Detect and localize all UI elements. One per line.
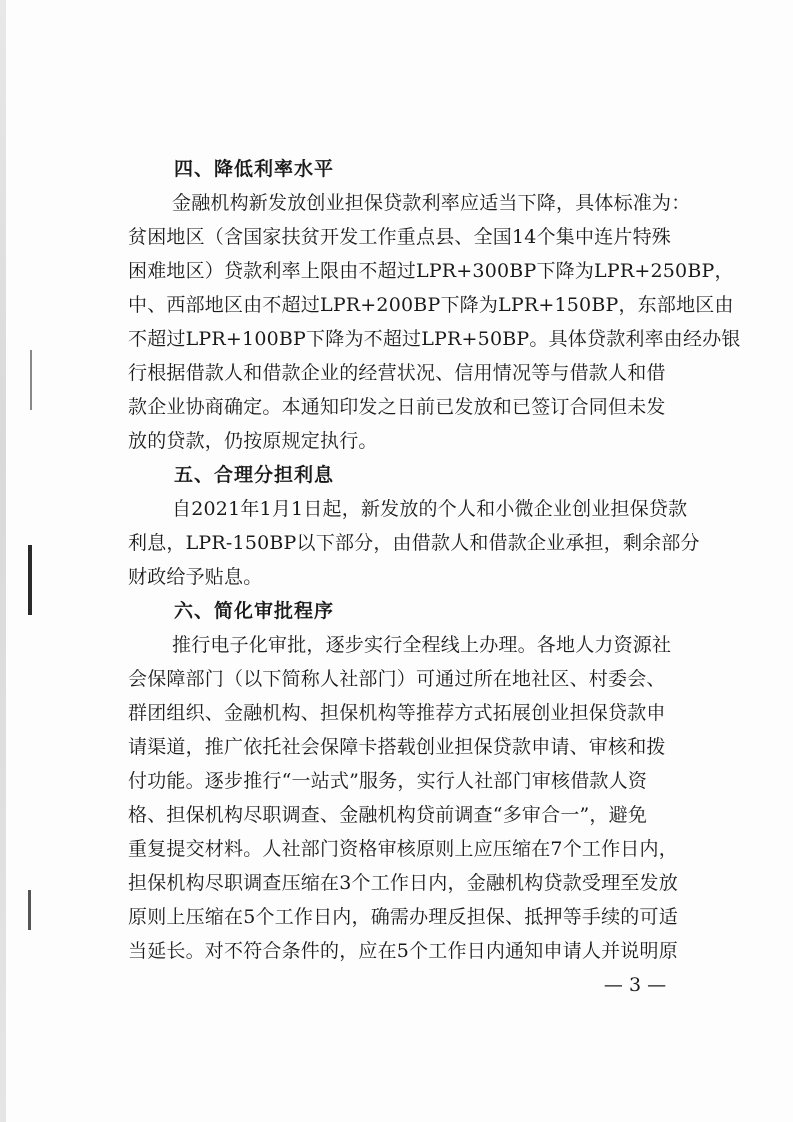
paragraph-line: 行根据借款人和借款企业的经营状况、信用情况等与借款人和借 <box>128 362 666 384</box>
document-body <box>128 152 741 968</box>
paragraph-line: 会保障部门（以下简称人社部门）可通过所在地社区、村委会、 <box>128 668 666 690</box>
paragraph-line: 当延长。对不符合条件的，应在5个工作日内通知申请人并说明原 <box>128 940 678 962</box>
paragraph-line: 不超过LPR+100BP下降为不超过LPR+50BP。具体贷款利率由经办银 <box>128 328 741 350</box>
section-heading: 四、降低利率水平 <box>174 158 335 180</box>
paragraph-line: 中、西部地区由不超过LPR+200BP下降为LPR+150BP，东部地区由 <box>128 294 734 316</box>
paragraph-line: 放的贷款，仍按原规定执行。 <box>128 430 378 452</box>
paragraph-line: 金融机构新发放创业担保贷款利率应适当下降，具体标准为： <box>172 192 691 214</box>
paragraph-line: 困难地区）贷款利率上限由不超过LPR+300BP下降为LPR+250BP， <box>128 260 734 282</box>
section-heading: 五、合理分担利息 <box>174 464 335 486</box>
paragraph-line: 利息，LPR-150BP以下部分，由借款人和借款企业承担，剩余部分 <box>128 532 700 554</box>
paragraph-line: 请渠道，推广依托社会保障卡搭载创业担保贷款申请、审核和拨 <box>128 736 666 758</box>
paragraph-line: 推行电子化审批，逐步实行全程线上办理。各地人力资源社 <box>172 634 672 656</box>
paragraph-line: 贫困地区（含国家扶贫开发工作重点县、全国14个集中连片特殊 <box>128 226 671 248</box>
paragraph-line: 担保机构尽职调查压缩在3个工作日内，金融机构贷款受理至发放 <box>128 872 678 894</box>
paragraph-line: 格、担保机构尽职调查、金融机构贷前调查“多审合一”，避免 <box>128 804 648 826</box>
paragraph-line: 群团组织、金融机构、担保机构等推荐方式拓展创业担保贷款申 <box>128 702 666 724</box>
scan-edge-artifact <box>0 0 6 1122</box>
section-heading: 六、简化审批程序 <box>174 600 335 622</box>
scan-artifact-mark <box>30 350 32 410</box>
paragraph-line: 财政给予贴息。 <box>128 566 263 588</box>
scan-artifact-mark <box>28 545 32 615</box>
paragraph-line: 原则上压缩在5个工作日内，确需办理反担保、抵押等手续的可适 <box>128 906 678 928</box>
paragraph-line: 自2021年1月1日起，新发放的个人和小微企业创业担保贷款 <box>172 498 688 520</box>
paragraph-line: 重复提交材料。人社部门资格审核原则上应压缩在7个工作日内， <box>128 838 678 860</box>
scan-artifact-mark <box>28 890 31 930</box>
paragraph-line: 付功能。逐步推行“一站式”服务，实行人社部门审核借款人资 <box>128 770 648 792</box>
page-number: — 3 — <box>603 974 667 996</box>
paragraph-line: 款企业协商确定。本通知印发之日前已发放和已签订合同但未发 <box>128 396 666 418</box>
